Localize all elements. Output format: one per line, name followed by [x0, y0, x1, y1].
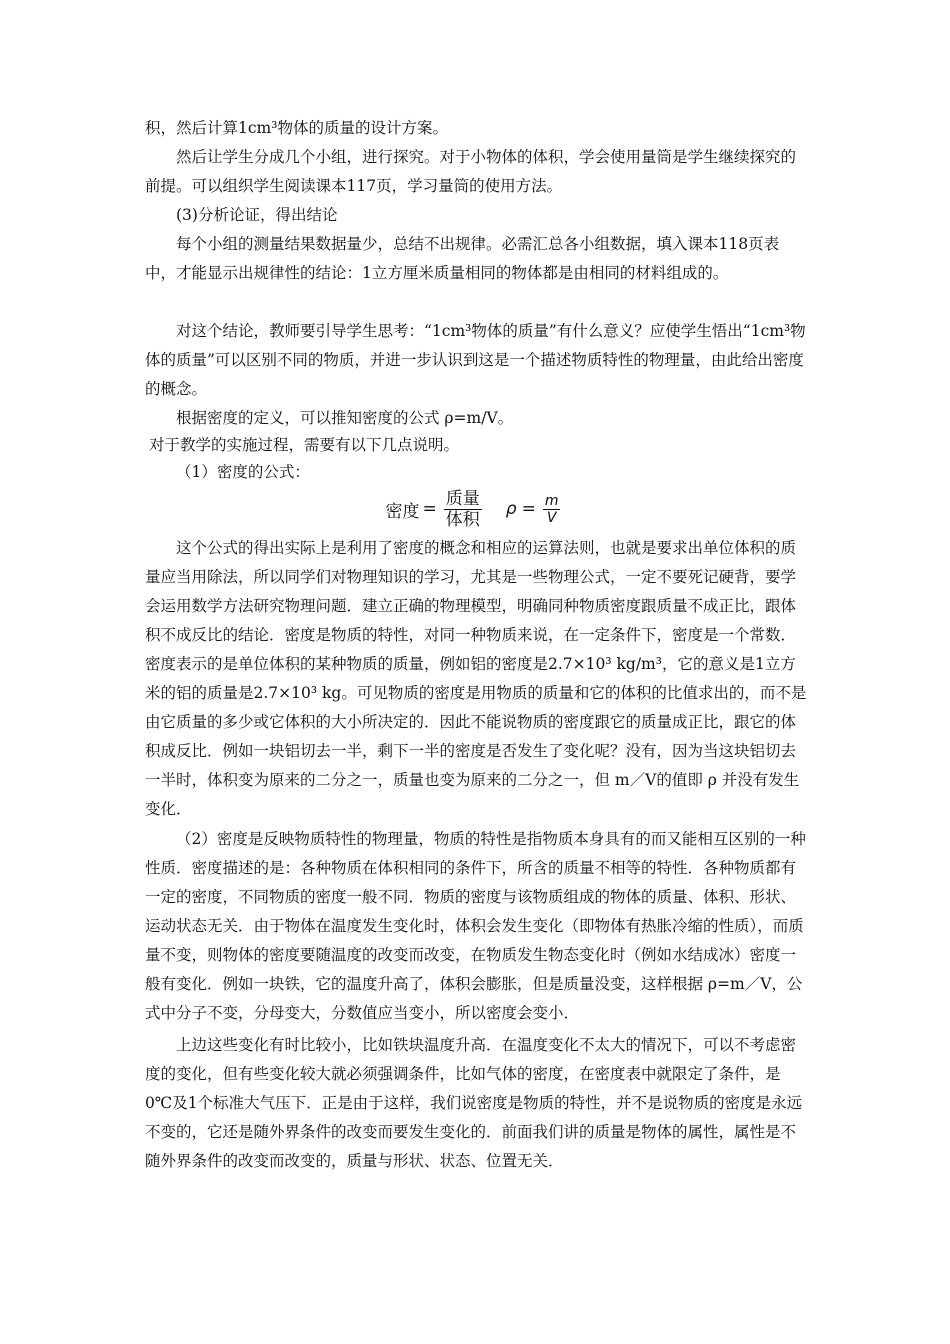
paragraph-11: 上边这些变化有时比较小，比如铁块温度升高．在温度变化不太大的情况下，可以不考虑密度的变化，但有些变化较大就必须强调条件，比如气体的密度，在密度表中就限定了条件，是0℃及1个标准大气压下．正是由于这样，我们说密度是物质的特性，并不是说物质的密度是永远不变的，它还是随外界条件的改变而要发生变化的．前面我们讲的质量是物体的属性，属性是不随外界条件的改变而改变的，质量与形状、状态、位置无关．	[145, 1036, 803, 1170]
formula-equals: =	[422, 499, 437, 519]
paragraph-10: （2）密度是反映物质特性的物理量，物质的特性是指物质本身具有的而又能相互区别的一种性质．密度描述的是：各种物质在体积相同的条件下，所含的质量不相等的特性．各种物质都有一定的密度，不同物质的密度一般不同．物质的密度与该物质组成的物体的质量、体积、形状、运动状态无关．由于物体在温度发生变化时，体积会发生变化（即物体有热胀冷缩的性质），而质量不变，则物体的密度要随温度的改变而改变，在物质发生物态变化时（例如水结成冰）密度一般有变化．例如一块铁，它的温度升高了，体积会膨胀，但是质量没变，这样根据 ρ=m／V，公式中分子不变，分母变大，分数值应当变小，所以密度会变小．	[145, 830, 806, 1022]
formula-m: m	[544, 492, 559, 509]
paragraph-4: 每个小组的测量结果数据量少，总结不出规律。必需汇总各小组数据，填入课本118页表中，才能显示出规律性的结论：1立方厘米质量相同的物体都是由相同的材料组成的。	[145, 235, 780, 282]
formula-rho: ρ	[505, 499, 517, 519]
density-formula	[0, 488, 950, 530]
paragraph-7: 对于教学的实施过程，需要有以下几点说明。	[149, 436, 460, 454]
paragraph-9: 这个公式的得出实际上是利用了密度的概念和相应的运算法则，也就是要求出单位体积的质量应当用除法，所以同学们对物理知识的学习，尤其是一些物理公式，一定不要死记硬背，要学会运用数学方法研究物理问题．建立正确的物理模型，明确同种物质密度跟质量不成正比，跟体积不成反比的结论．密度是物质的特性，对同一种物质来说，在一定条件下，密度是一个常数．密度表示的是单位体积的某种物质的质量，例如铝的密度是2.7×10³ kg/m³，它的意义是1立方米的铝的质量是2.7×10³ kg。可见物质的密度是用物质的质量和它的体积的比值求出的，而不是由它质量的多少或它体积的大小所决定的．因此不能说物质的密度跟它的质量成正比，跟它的体积成反比．例如一块铝切去一半，剩下一半的密度是否发生了变化呢？没有，因为当这块铝切去一半时，体积变为原来的二分之一，质量也变为原来的二分之一，但 m／V的值即 ρ 并没有发生变化．	[145, 539, 807, 818]
paragraph-5: 对这个结论，教师要引导学生思考：“1cm³物体的质量”有什么意义？应使学生悟出“1cm³物体的质量”可以区别不同的物质，并进一步认识到这是一个描述物质特性的物理量，由此给出密度的概念。	[145, 322, 806, 398]
formula-v: V	[546, 509, 557, 526]
paragraph-8: （1）密度的公式：	[176, 463, 310, 481]
formula-equals-2: =	[521, 499, 536, 519]
paragraph-3: (3)分析论证，得出结论	[176, 206, 338, 224]
paragraph-2: 然后让学生分成几个小组，进行探究。对于小物体的体积，学会使用量筒是学生继续探究的前提。可以组织学生阅读课本117页，学习量筒的使用方法。	[145, 148, 797, 195]
formula-fraction-words	[444, 489, 482, 530]
paragraph-6: 根据密度的定义，可以推知密度的公式 ρ=m/V。	[176, 409, 514, 427]
paragraph-1: 积，然后计算1cm³物体的质量的设计方案。	[145, 119, 448, 137]
formula-denominator: 体积	[445, 509, 480, 530]
formula-lhs: 密度	[385, 501, 420, 522]
formula-numerator: 质量	[445, 488, 480, 509]
formula-fraction-symbols	[543, 493, 561, 526]
